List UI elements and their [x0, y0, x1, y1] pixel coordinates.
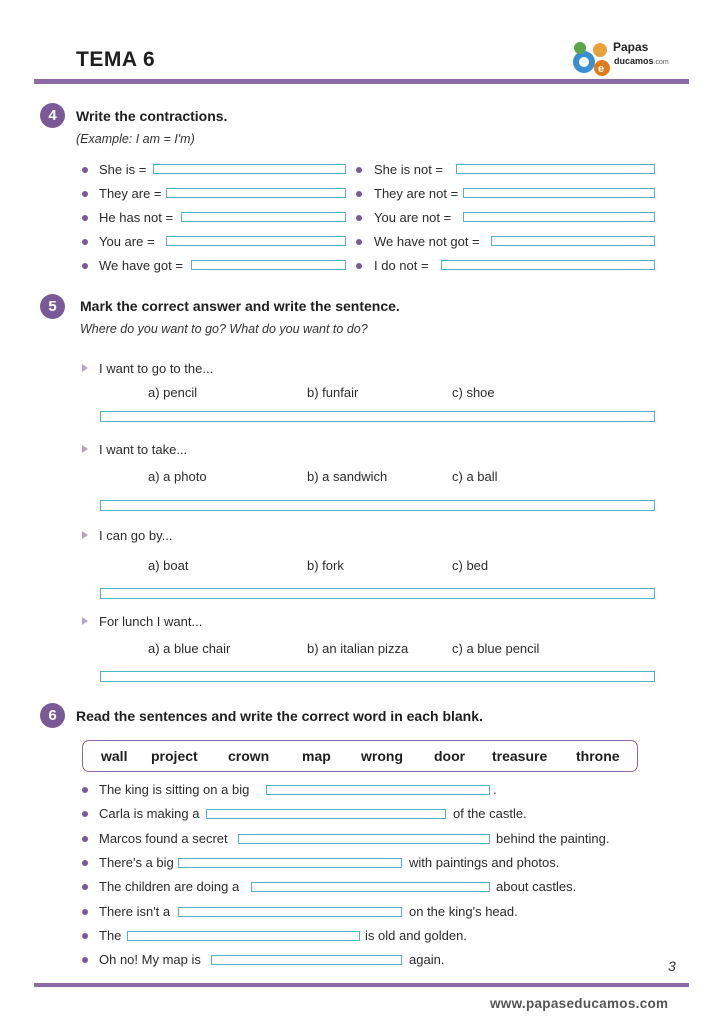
- bullet: [82, 263, 88, 269]
- question-prompt: I want to take...: [99, 442, 188, 457]
- top-divider: [34, 79, 689, 84]
- logo-papas: Papas: [613, 40, 649, 54]
- option-b[interactable]: b) a sandwich: [307, 469, 388, 484]
- question-prompt: I can go by...: [99, 528, 173, 543]
- question-prompt: For lunch I want...: [99, 614, 203, 629]
- bullet: [356, 263, 362, 269]
- section-5-heading: Mark the correct answer and write the sentence.: [80, 298, 400, 314]
- question-marker: [82, 364, 88, 372]
- bullet: [82, 787, 88, 793]
- sentence-answer-box[interactable]: [100, 588, 655, 599]
- bullet: [356, 215, 362, 221]
- section-4-heading: Write the contractions.: [76, 108, 228, 124]
- contraction-prompt: I do not =: [374, 258, 429, 273]
- bottom-divider: [34, 983, 689, 987]
- section-6-heading: Read the sentences and write the correct word in each blank.: [76, 708, 483, 724]
- bullet: [82, 167, 88, 173]
- contraction-answer-box[interactable]: [166, 236, 346, 246]
- contraction-answer-box[interactable]: [166, 188, 346, 198]
- sentence-after: .: [493, 782, 497, 797]
- option-b[interactable]: b) fork: [307, 558, 344, 573]
- question-marker: [82, 617, 88, 625]
- word-blank-box[interactable]: [251, 882, 490, 892]
- contraction-prompt: We have got =: [99, 258, 183, 273]
- bullet: [356, 239, 362, 245]
- contraction-answer-box[interactable]: [463, 188, 655, 198]
- contraction-answer-box[interactable]: [181, 212, 346, 222]
- word-blank-box[interactable]: [206, 809, 446, 819]
- bullet: [356, 167, 362, 173]
- bullet: [82, 957, 88, 963]
- contraction-prompt: She is =: [99, 162, 147, 177]
- option-c[interactable]: c) a blue pencil: [452, 641, 540, 656]
- word-bank-item: crown: [228, 748, 270, 764]
- word-blank-box[interactable]: [238, 834, 490, 844]
- word-bank-item: wall: [101, 748, 128, 764]
- sentence-answer-box[interactable]: [100, 500, 655, 511]
- option-c[interactable]: c) shoe: [452, 385, 495, 400]
- word-blank-box[interactable]: [127, 931, 360, 941]
- contraction-answer-box[interactable]: [491, 236, 655, 246]
- word-bank-item: project: [151, 748, 198, 764]
- sentence-before: The children are doing a: [99, 879, 240, 894]
- footer-url[interactable]: www.papaseducamos.com: [490, 996, 669, 1011]
- section-5-number: 5: [40, 294, 65, 319]
- family-logo-icon: [570, 38, 610, 78]
- section-6-number: 6: [40, 703, 65, 728]
- sentence-after: is old and golden.: [365, 928, 467, 943]
- contraction-answer-box[interactable]: [191, 260, 346, 270]
- sentence-before: The: [99, 928, 122, 943]
- sentence-after: on the king's head.: [409, 904, 518, 919]
- bullet: [82, 860, 88, 866]
- contraction-prompt: We have not got =: [374, 234, 480, 249]
- contraction-prompt: They are not =: [374, 186, 459, 201]
- word-blank-box[interactable]: [178, 858, 402, 868]
- sentence-after: of the castle.: [453, 806, 527, 821]
- word-bank-item: wrong: [361, 748, 403, 764]
- bullet: [82, 239, 88, 245]
- sentence-before: The king is sitting on a big: [99, 782, 250, 797]
- sentence-before: Carla is making a: [99, 806, 200, 821]
- question-marker: [82, 445, 88, 453]
- bullet: [356, 191, 362, 197]
- bullet: [82, 884, 88, 890]
- page-number: 3: [668, 958, 676, 974]
- contraction-answer-box[interactable]: [153, 164, 346, 174]
- option-c[interactable]: c) a ball: [452, 469, 498, 484]
- logo-e-letter: e: [598, 63, 605, 75]
- word-blank-box[interactable]: [266, 785, 490, 795]
- sentence-answer-box[interactable]: [100, 411, 655, 422]
- word-bank-item: treasure: [492, 748, 548, 764]
- logo: [570, 38, 690, 78]
- sentence-after: behind the painting.: [496, 831, 610, 846]
- word-blank-box[interactable]: [211, 955, 402, 965]
- contraction-prompt: They are =: [99, 186, 162, 201]
- contraction-answer-box[interactable]: [456, 164, 655, 174]
- option-a[interactable]: a) a blue chair: [148, 641, 231, 656]
- option-b[interactable]: b) an italian pizza: [307, 641, 409, 656]
- bullet: [82, 836, 88, 842]
- bullet: [82, 811, 88, 817]
- section-4-example: (Example: I am = I'm): [76, 132, 195, 146]
- sentence-answer-box[interactable]: [100, 671, 655, 682]
- option-a[interactable]: a) pencil: [148, 385, 198, 400]
- option-b[interactable]: b) funfair: [307, 385, 359, 400]
- word-bank-item: map: [302, 748, 331, 764]
- bullet: [82, 909, 88, 915]
- page-title: TEMA 6: [76, 48, 156, 71]
- option-a[interactable]: a) a photo: [148, 469, 207, 484]
- word-bank-item: throne: [576, 748, 620, 764]
- question-prompt: I want to go to the...: [99, 361, 214, 376]
- option-c[interactable]: c) bed: [452, 558, 489, 573]
- word-blank-box[interactable]: [178, 907, 402, 917]
- bullet: [82, 933, 88, 939]
- sentence-after: again.: [409, 952, 445, 967]
- section-5-subheading: Where do you want to go? What do you want to do?: [80, 322, 368, 336]
- sentence-after: about castles.: [496, 879, 577, 894]
- sentence-before: There's a big: [99, 855, 174, 870]
- sentence-before: Marcos found a secret: [99, 831, 228, 846]
- contraction-prompt: He has not =: [99, 210, 174, 225]
- word-bank: [82, 740, 638, 772]
- sentence-before: Oh no! My map is: [99, 952, 201, 967]
- contraction-prompt: You are =: [99, 234, 155, 249]
- word-bank-item: door: [434, 748, 466, 764]
- contraction-answer-box[interactable]: [441, 260, 655, 270]
- logo-educamos: ducamos.com: [614, 56, 669, 66]
- section-4-number: 4: [40, 103, 65, 128]
- sentence-before: There isn't a: [99, 904, 171, 919]
- sentence-after: with paintings and photos.: [409, 855, 560, 870]
- contraction-prompt: She is not =: [374, 162, 444, 177]
- contraction-answer-box[interactable]: [463, 212, 655, 222]
- option-a[interactable]: a) boat: [148, 558, 189, 573]
- contraction-prompt: You are not =: [374, 210, 452, 225]
- bullet: [82, 191, 88, 197]
- question-marker: [82, 531, 88, 539]
- bullet: [82, 215, 88, 221]
